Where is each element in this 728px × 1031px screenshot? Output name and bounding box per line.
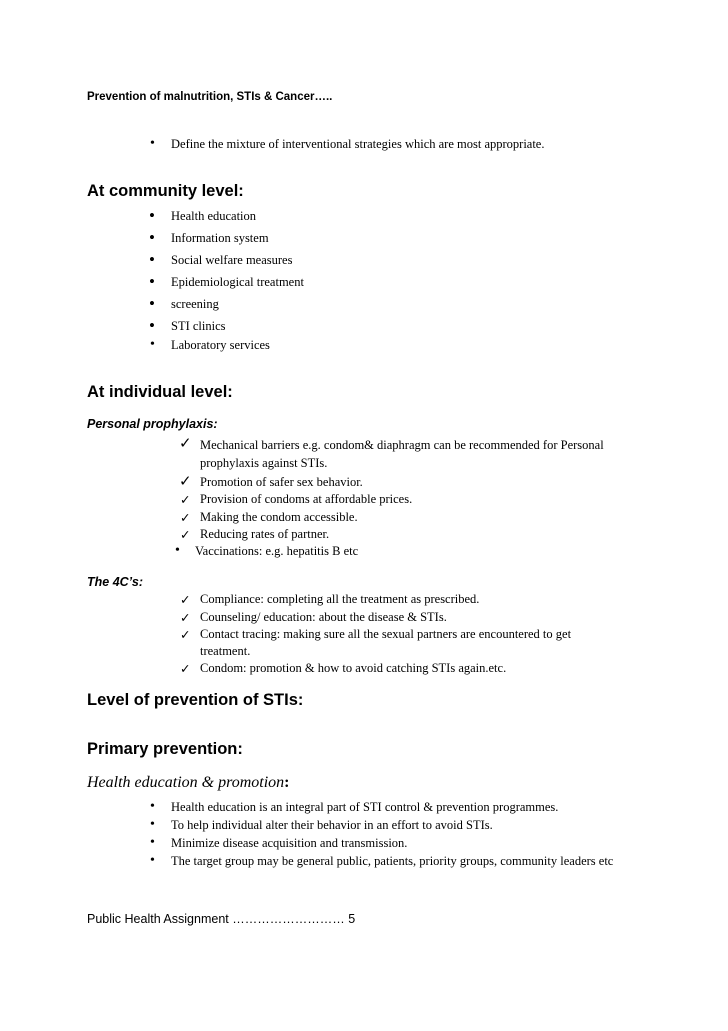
bullet-icon: • [150,337,155,352]
bullet-icon: • [150,853,155,868]
prophylaxis-item: Making the condom accessible. [200,510,358,524]
health-education-heading-colon: : [284,774,290,791]
fourcs-item: Compliance: completing all the treatment as prescribed. [200,592,480,606]
bullet-icon: • [175,543,180,558]
check-icon: ✓ [179,436,192,452]
health-education-item: To help individual alter their behavior in an effort to avoid STIs. [171,818,493,832]
bullet-icon: • [150,136,155,151]
bullet-icon: • [149,316,155,335]
prophylaxis-item-continued: prophylaxis against STIs. [200,456,328,470]
check-icon: ✓ [180,662,191,676]
health-education-heading [87,774,290,792]
bullet-icon: • [150,835,155,850]
prophylaxis-item: Promotion of safer sex behavior. [200,475,363,489]
community-item: Social welfare measures [171,253,293,267]
check-icon: ✓ [180,493,191,507]
community-heading: At community level: [87,182,244,200]
check-icon: ✓ [180,511,191,525]
community-item: Information system [171,231,269,245]
vaccination-item: Vaccinations: e.g. hepatitis B etc [195,544,359,558]
check-icon: ✓ [180,593,191,607]
individual-heading: At individual level: [87,383,233,401]
bullet-icon: • [149,250,155,269]
bullet-icon: • [150,799,155,814]
page-footer: Public Health Assignment ……………………… 5 [87,912,356,926]
prophylaxis-item: Mechanical barriers e.g. condom& diaphragm can be recommended for Personal [200,438,604,452]
check-icon: ✓ [179,474,192,490]
check-icon: ✓ [180,628,191,642]
prophylaxis-label: Personal prophylaxis: [87,417,218,431]
bullet-icon: • [149,294,155,313]
community-item: Epidemiological treatment [171,275,304,289]
health-education-heading-text: Health education & promotion [87,774,285,791]
bullet-icon: • [149,206,155,225]
community-item: Laboratory services [171,338,270,352]
document-header: Prevention of malnutrition, STIs & Cancer….. [87,91,333,103]
primary-heading: Primary prevention: [87,740,243,758]
fourcs-item: Counseling/ education: about the disease & STIs. [200,610,447,624]
fourcs-item: Condom: promotion & how to avoid catching STIs again.etc. [200,661,507,675]
fourcs-label: The 4C’s: [87,575,144,589]
bullet-icon: • [150,817,155,832]
health-education-item: The target group may be general public, patients, priority groups, community leaders etc [171,854,614,868]
prophylaxis-item: Provision of condoms at affordable prices. [200,492,413,506]
bullet-icon: • [149,272,155,291]
check-icon: ✓ [180,528,191,542]
fourcs-item-continued: treatment. [200,644,251,658]
bullet-icon: • [149,228,155,247]
fourcs-item: Contact tracing: making sure all the sexual partners are encountered to get [200,627,572,641]
health-education-item: Health education is an integral part of STI control & prevention programmes. [171,800,559,814]
prophylaxis-item: Reducing rates of partner. [200,527,330,541]
community-item: Health education [171,209,257,223]
community-item: STI clinics [171,319,226,333]
check-icon: ✓ [180,611,191,625]
community-item: screening [171,297,219,311]
intro-bullet-text: Define the mixture of interventional strategies which are most appropriate. [171,137,545,151]
health-education-item: Minimize disease acquisition and transmission. [171,836,408,850]
levels-heading: Level of prevention of STIs: [87,691,304,709]
